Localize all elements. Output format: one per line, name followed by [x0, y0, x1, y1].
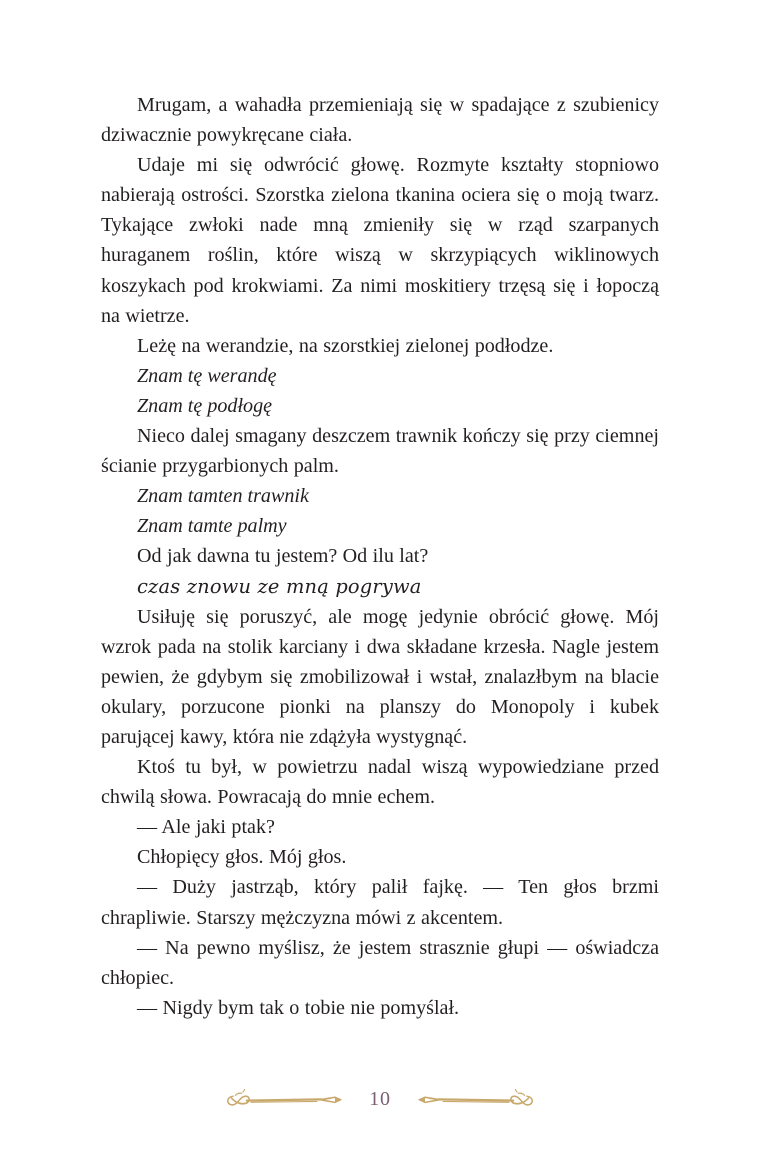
body-paragraph: — Nigdy bym tak o tobie nie pomyślał. [137, 996, 460, 1019]
body-paragraph: Chłopięcy głos. Mój głos. [137, 846, 347, 869]
body-paragraph: Udaje mi się odwrócić głowę. Rozmyte kształty stopniowo nabierają ostrości. Szorstka zielona tkanina ociera się o moją twarz. Tykające zwłoki nade mną zmieniły się w rząd szarpanych huraganem roślin, które wiszą w skrzypiących wiklinowych koszykach pod krokwiami. Za nimi moskitiery trzęsą się i łopoczą na wietrze. [101, 154, 659, 327]
page-number: 10 [369, 1088, 391, 1110]
body-paragraph: Mrugam, a wahadła przemieniają się w spadające z szubienicy dziwacznie powykręcane ciała. [101, 94, 659, 147]
body-paragraph: Od jak dawna tu jestem? Od ilu lat? [137, 545, 429, 568]
body-paragraph: — Na pewno myślisz, że jestem strasznie głupi — oświadcza chłopiec. [101, 936, 659, 989]
body-paragraph: Nieco dalej smagany deszczem trawnik kończy się przy ciemnej ścianie przygarbionych palm. [101, 425, 659, 478]
calligraphic-flourish-right-icon [417, 1083, 535, 1117]
body-paragraph: Usiłuję się poruszyć, ale mogę jedynie obrócić głowę. Mój wzrok pada na stolik karciany i dwa składane krzesła. Nagle jestem pewien, że gdybym się zmobilizował i wstał, znalazłbym na blacie okulary, porzucone pionki na planszy do Monopoly i kubek parującej kawy, która nie zdążyła wystygnąć. [101, 605, 659, 748]
italic-thought-line: Znam tę werandę [137, 364, 277, 387]
swash-thought-line: czas znowu ze mną pogrywa [137, 574, 422, 598]
body-paragraph: — Duży jastrząb, który palił fajkę. — Ten głos brzmi chrapliwie. Starszy mężczyzna mówi z akcentem. [101, 876, 659, 929]
body-paragraph: Ktoś tu był, w powietrzu nadal wiszą wypowiedziane przed chwilą słowa. Powracają do mnie echem. [101, 756, 659, 809]
italic-thought-line: Znam tę podłogę [137, 394, 273, 417]
page-text-body [101, 90, 659, 1023]
body-paragraph: — Ale jaki ptak? [137, 816, 275, 839]
italic-thought-line: Znam tamten trawnik [137, 485, 309, 508]
italic-thought-line: Znam tamte palmy [137, 515, 287, 538]
page-footer [0, 1078, 760, 1122]
calligraphic-flourish-left-icon [225, 1083, 343, 1117]
body-paragraph: Leżę na werandzie, na szorstkiej zielonej podłodze. [137, 334, 554, 357]
